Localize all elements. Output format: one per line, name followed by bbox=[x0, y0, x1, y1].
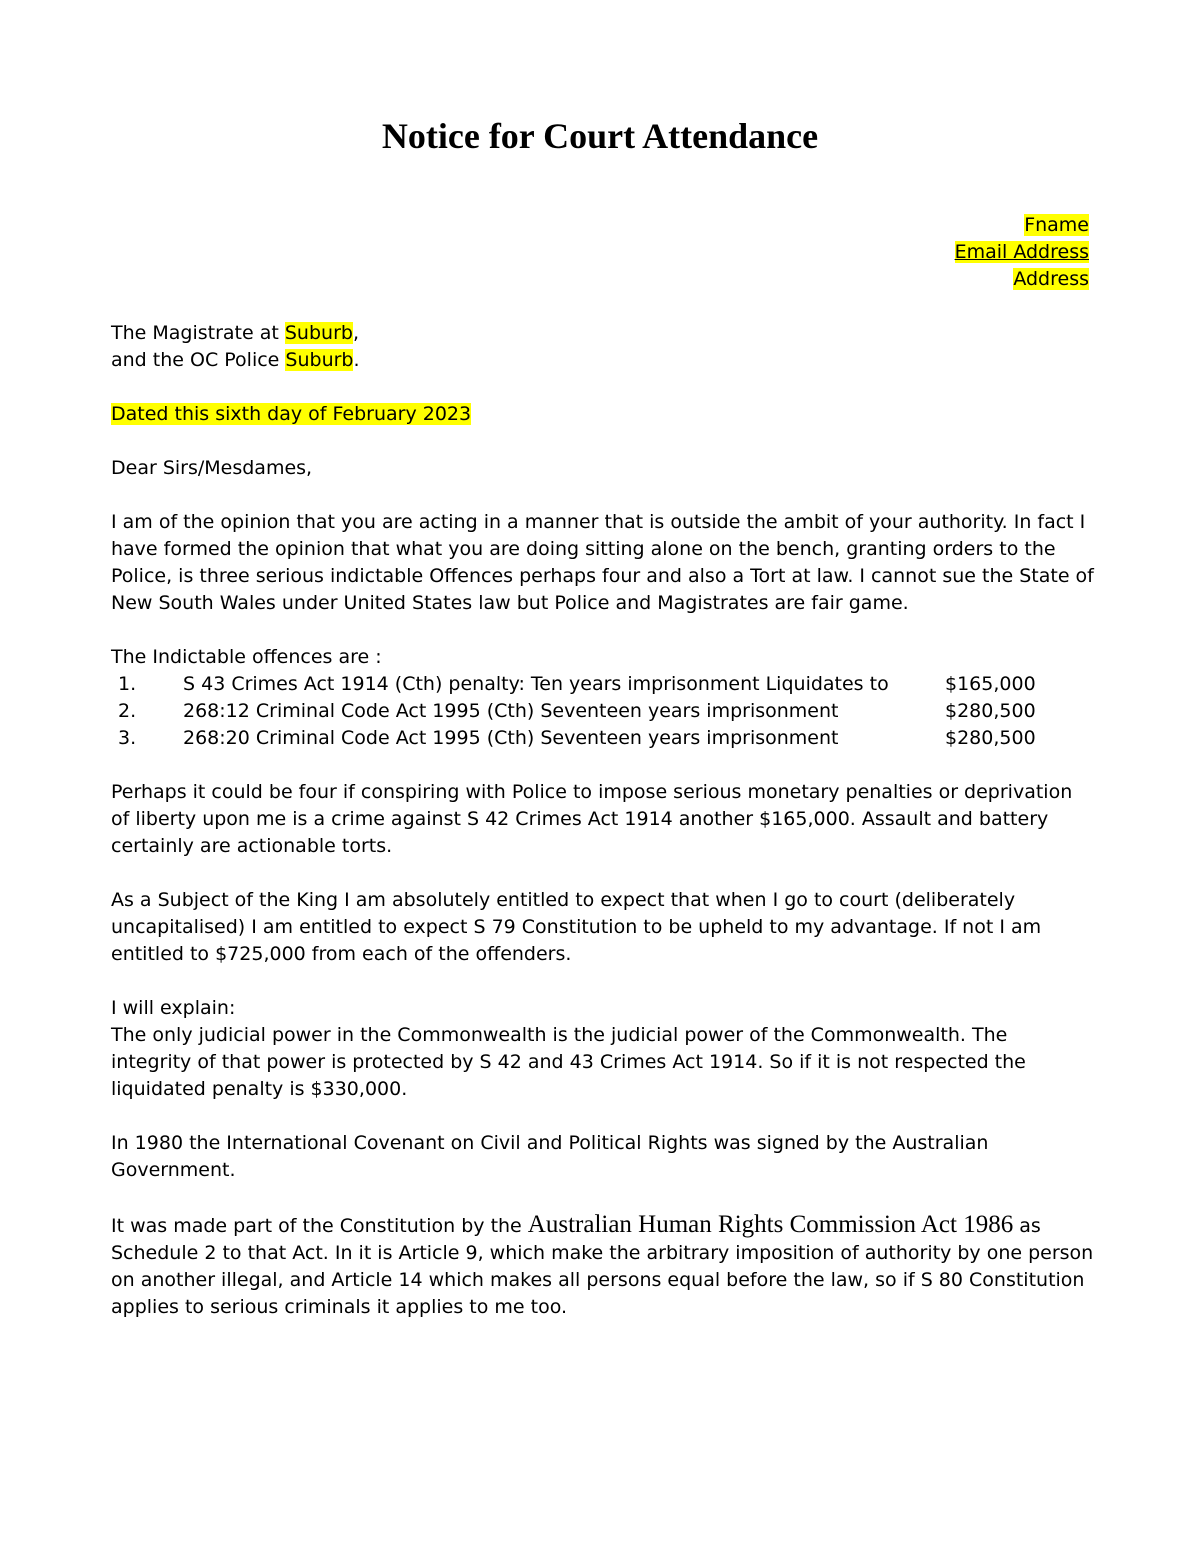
offences-intro: The Indictable offences are : bbox=[111, 646, 382, 668]
recipient-suburb-1: Suburb bbox=[284, 322, 353, 344]
sender-block bbox=[955, 212, 1089, 293]
sender-name: Fname bbox=[1024, 214, 1089, 236]
paragraph-2: Perhaps it could be four if conspiring with Police to impose serious monetary penalties or deprivation of liberty upon me is a crime against S 42 Crimes Act 1914 another $165,000. Assault and battery certainly are actionable torts. bbox=[111, 781, 1073, 857]
list-item: 3. 268:20 Criminal Code Act 1995 (Cth) Seventeen years imprisonment $280,500 bbox=[118, 727, 1036, 749]
paragraph-4: I will explain: The only judicial power in the Commonwealth is the judicial power of the Commonwealth. The integrity of that power is protected by S 42 and 43 Crimes Act 1914. So if it is not respected the liquidated penalty is $330,000. bbox=[111, 997, 1026, 1100]
recipient-line-1: The Magistrate at Suburb, bbox=[111, 322, 359, 344]
recipient-suburb-2: Suburb bbox=[285, 349, 354, 371]
recipient-block bbox=[111, 320, 1101, 374]
paragraph-3: As a Subject of the King I am absolutely entitled to expect that when I go to court (deliberately uncapitalised) I am entitled to expect S 79 Constitution to be upheld to my advantage. If not I am entitled to $725,000 from each of the offenders. bbox=[111, 889, 1042, 965]
offences-list bbox=[111, 671, 1101, 752]
letter-body bbox=[111, 320, 1101, 1348]
list-item: 2. 268:12 Criminal Code Act 1995 (Cth) Seventeen years imprisonment $280,500 bbox=[118, 700, 1036, 722]
salutation: Dear Sirs/Mesdames, bbox=[111, 457, 313, 479]
sender-email: Email Address bbox=[954, 241, 1089, 263]
act-name: Australian Human Rights Commission Act 1986 bbox=[527, 1211, 1014, 1238]
page-title: Notice for Court Attendance bbox=[381, 116, 819, 156]
date-line: Dated this sixth day of February 2023 bbox=[111, 403, 472, 425]
paragraph-6: It was made part of the Constitution by the Australian Human Rights Commission Act 1986 as Schedule 2 to that Act. In it is Article 9, which make the arbitrary imposition of authority by one person on another illegal, and Article 14 which makes all persons equal before the law, so if S 80 Constitution applies to serious criminals it applies to me too. bbox=[111, 1211, 1094, 1318]
paragraph-5: In 1980 the International Covenant on Civil and Political Rights was signed by the Australian Government. bbox=[111, 1132, 989, 1181]
sender-address: Address bbox=[1013, 268, 1089, 290]
paragraph-1: I am of the opinion that you are acting in a manner that is outside the ambit of your authority. In fact I have formed the opinion that what you are doing sitting alone on the bench, granting orders to the Police, is three serious indictable Offences perhaps four and also a Tort at law. I cannot sue the State of New South Wales under United States law but Police and Magistrates are fair game. bbox=[111, 511, 1094, 614]
recipient-line-2: and the OC Police Suburb. bbox=[111, 349, 360, 371]
list-item: 1. S 43 Crimes Act 1914 (Cth) penalty: Ten years imprisonment Liquidates to $165,000 bbox=[118, 673, 1036, 695]
